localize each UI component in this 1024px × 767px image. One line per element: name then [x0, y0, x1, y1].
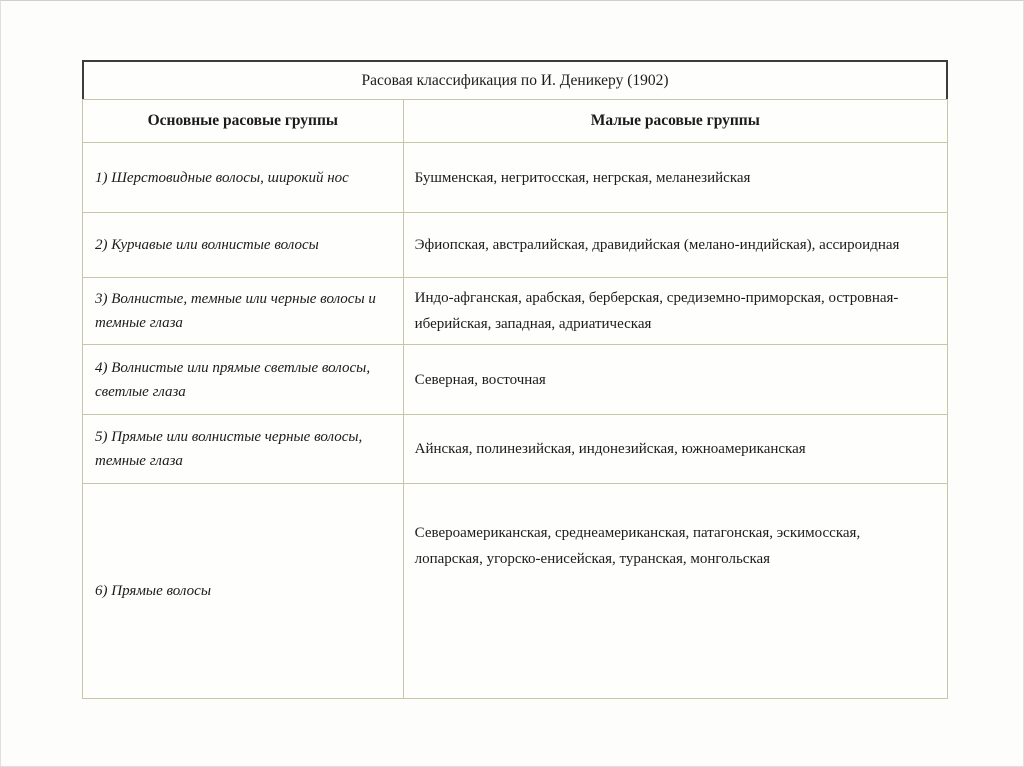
- minor-groups-cell: Эфиопская, австралийская, дравидийская (мелано-индийская), ассироидная: [414, 237, 900, 253]
- minor-groups-cell: Северная, восточная: [414, 371, 546, 388]
- table-row: [83, 344, 947, 414]
- table-title: Расовая классификация по И. Деникеру (1902): [361, 71, 669, 89]
- column-header-minor-groups: Малые расовые группы: [590, 112, 760, 129]
- main-group-cell: 2) Курчавые или волнистые волосы: [83, 213, 404, 277]
- minor-groups-cell: Североамериканская, среднеамериканская, патагонская, эскимосская, лопарская, угорско-енисейская, туранская, монгольская: [414, 525, 861, 567]
- main-group-cell: 5) Прямые или волнистые черные волосы, темные глаза: [83, 415, 404, 483]
- main-group-cell: 6) Прямые волосы: [83, 484, 404, 698]
- table-header-row: [83, 100, 947, 142]
- table-row: [83, 483, 947, 698]
- main-group-cell: 1) Шерстовидные волосы, широкий нос: [83, 143, 404, 212]
- minor-groups-cell: Бушменская, негритосская, негрская, меланезийская: [414, 169, 751, 186]
- table-grid: [82, 99, 948, 699]
- classification-table: [82, 60, 948, 699]
- minor-groups-cell: Индо-афганская, арабская, берберская, средиземно-приморская, островная-иберийская, западная, адриатическая: [414, 290, 899, 332]
- column-header-main-groups: Основные расовые группы: [83, 100, 404, 142]
- table-title-band: [82, 60, 948, 99]
- main-group-cell: 3) Волнистые, темные или черные волосы и темные глаза: [83, 278, 404, 344]
- minor-groups-cell: Айнская, полинезийская, индонезийская, южноамериканская: [414, 441, 806, 457]
- table-row: [83, 212, 947, 277]
- table-row: [83, 142, 947, 212]
- table-row: [83, 277, 947, 344]
- main-group-cell: 4) Волнистые или прямые светлые волосы, светлые глаза: [83, 345, 404, 414]
- table-row: [83, 414, 947, 483]
